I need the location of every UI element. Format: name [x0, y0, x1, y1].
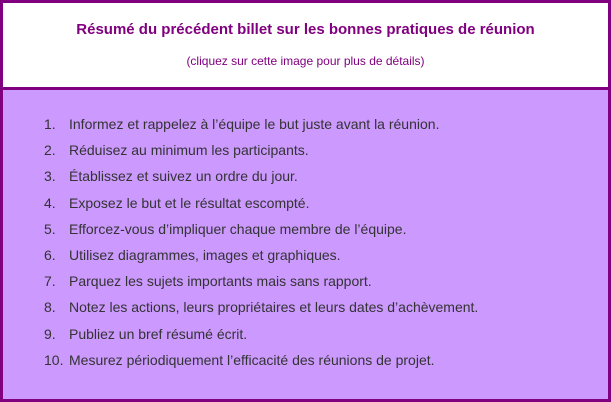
list-item: [3, 167, 608, 193]
best-practices-list: [3, 90, 608, 377]
list-item: [3, 220, 608, 246]
list-item-number: 2.: [44, 142, 56, 159]
list-item-text: Réduisez au minimum les participants.: [69, 142, 309, 159]
list-item-number: 10.: [44, 351, 64, 368]
list-item-text: Exposez le but et le résultat escompté.: [69, 194, 310, 211]
page-title: Résumé du précédent billet sur les bonnes pratiques de réunion: [76, 21, 535, 38]
list-item-number: 4.: [44, 194, 56, 211]
list-item: [3, 194, 608, 220]
list-item-number: 1.: [44, 116, 56, 132]
list-item-number: 7.: [44, 273, 56, 290]
list-item-text: Établissez et suivez un ordre du jour.: [69, 168, 298, 185]
list-item-text: Informez et rappelez à l’équipe le but juste avant la réunion.: [69, 116, 440, 132]
list-item: [3, 272, 608, 298]
list-item: [3, 141, 608, 167]
list-item-number: 8.: [44, 299, 56, 316]
list-item-text: Mesurez périodiquement l’efficacité des réunions de projet.: [69, 351, 435, 368]
list-item-text: Notez les actions, leurs propriétaires et leurs dates d’achèvement.: [69, 299, 479, 316]
header-panel: [3, 3, 608, 90]
list-item-number: 5.: [44, 220, 56, 237]
list-item-number: 6.: [44, 246, 56, 263]
list-item: [3, 246, 608, 272]
list-item-number: 3.: [44, 168, 56, 185]
list-item-number: 9.: [44, 325, 56, 342]
list-item: [3, 298, 608, 324]
list-item-text: Publiez un bref résumé écrit.: [69, 325, 248, 342]
list-item-text: Parquez les sujets importants mais sans rapport.: [69, 273, 372, 290]
list-item-text: Efforcez-vous d’impliquer chaque membre de l’équipe.: [69, 220, 407, 237]
list-item-text: Utilisez diagrammes, images et graphiques.: [69, 246, 341, 263]
details-hint: (cliquez sur cette image pour plus de détails): [186, 54, 425, 68]
list-item: [3, 115, 608, 141]
list-item: [3, 351, 608, 377]
list-item: [3, 325, 608, 351]
